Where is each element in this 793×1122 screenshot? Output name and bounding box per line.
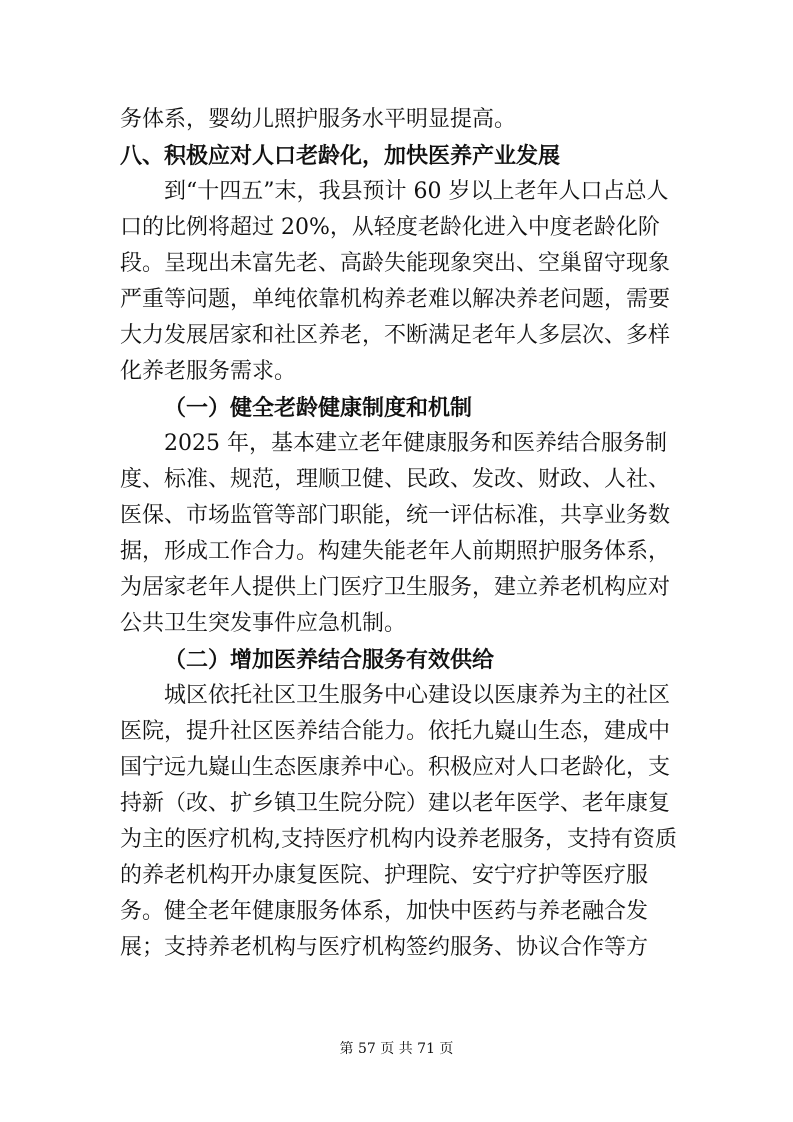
body-line: 公共卫生突发事件应急机制。 — [120, 611, 407, 636]
body-line: 度、标准、规范，理顺卫健、民政、发改、财政、人社、 — [120, 467, 671, 492]
body-line: 持新（改、扩乡镇卫生院分院）建以老年医学、老年康复 — [120, 791, 671, 816]
body-line: 医院，提升社区医养结合能力。依托九嶷山生态，建成中 — [120, 719, 671, 744]
body-line: 的养老机构开办康复医院、护理院、安宁疗护等医疗服 — [120, 863, 649, 888]
paragraph-first-line: 2025 年，基本建立老年健康服务和医养结合服务制 — [164, 431, 667, 456]
body-line: 大力发展居家和社区养老，不断满足老年人多层次、多样 — [120, 323, 671, 348]
body-line: 据，形成工作合力。构建失能老年人前期照护服务体系， — [120, 539, 671, 564]
body-line: 严重等问题，单纯依靠机构养老难以解决养老问题，需要 — [120, 287, 671, 312]
body-line: 为主的医疗机构,支持医疗机构内设养老服务，支持有资质 — [120, 827, 677, 852]
paragraph-first-line: 城区依托社区卫生服务中心建设以医康养为主的社区 — [164, 683, 671, 708]
body-line: 化养老服务需求。 — [120, 359, 297, 384]
body-line: 国宁远九嶷山生态医康养中心。积极应对人口老龄化，支 — [120, 755, 671, 780]
subsection-heading: （二）增加医养结合服务有效供给 — [164, 647, 495, 673]
body-line: 为居家老年人提供上门医疗卫生服务，建立养老机构应对 — [120, 575, 671, 600]
body-line: 展；支持养老机构与医疗机构签约服务、协议合作等方 — [120, 935, 649, 960]
paragraph-first-line: 到“十四五”末，我县预计 60 岁以上老年人口占总人 — [164, 179, 669, 204]
page-number-footer: 第 57 页 共 71 页 — [339, 1041, 454, 1057]
section-heading: 八、积极应对人口老龄化，加快医养产业发展 — [120, 143, 561, 169]
body-line: 务体系，婴幼儿照护服务水平明显提高。 — [120, 107, 517, 132]
body-line: 务。健全老年健康服务体系，加快中医药与养老融合发 — [120, 899, 649, 924]
subsection-heading: （一）健全老龄健康制度和机制 — [164, 395, 473, 421]
body-line: 口的比例将超过 20%，从轻度老龄化进入中度老龄化阶 — [120, 215, 660, 240]
body-line: 医保、市场监管等部门职能，统一评估标准，共享业务数 — [120, 503, 671, 528]
body-line: 段。呈现出未富先老、高龄失能现象突出、空巢留守现象 — [120, 251, 671, 276]
